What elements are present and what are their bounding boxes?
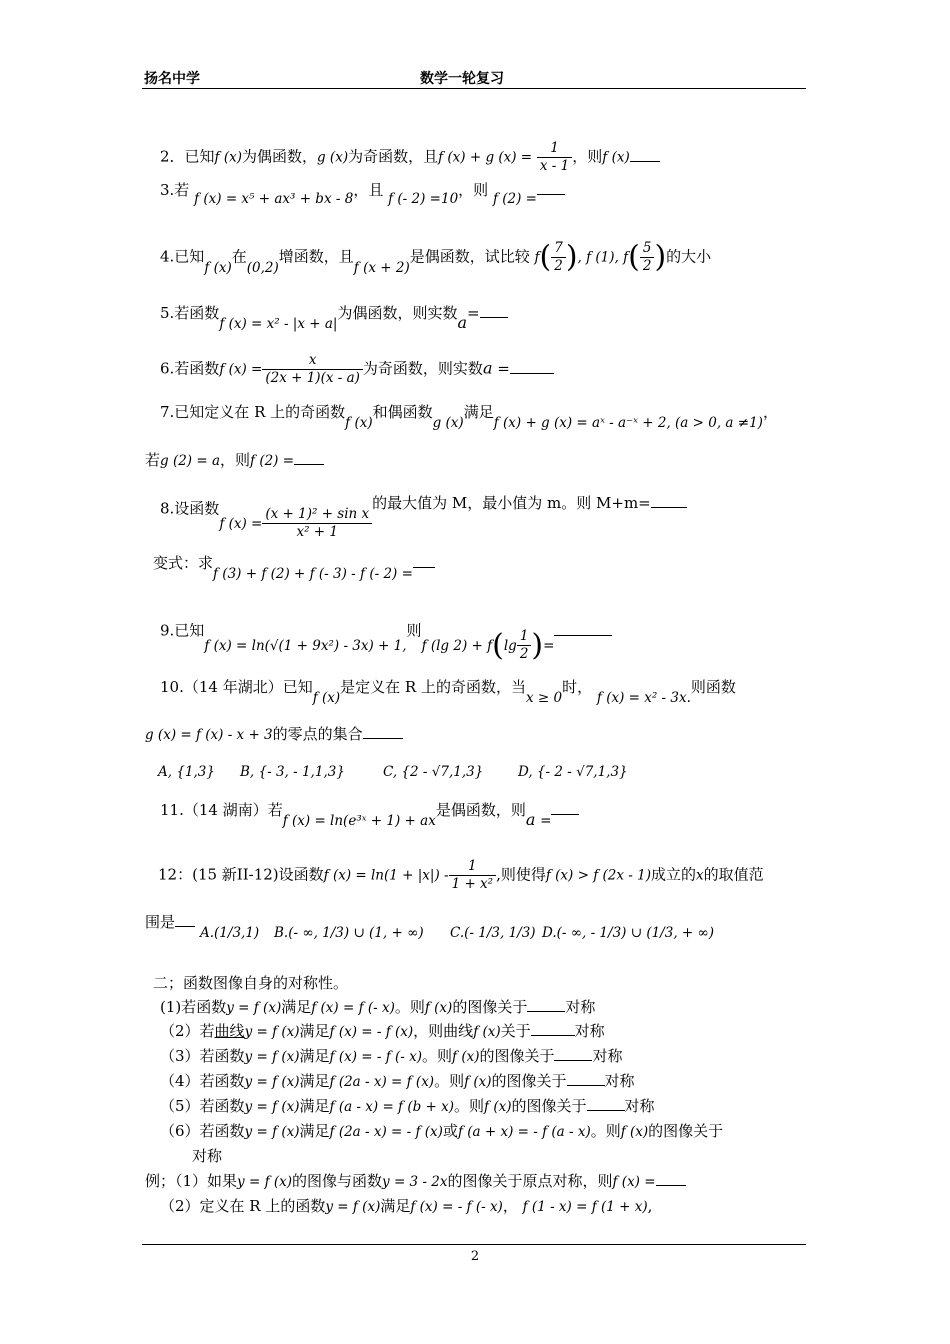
question-12-options <box>200 922 714 943</box>
question-7: 7.已知定义在 R 上的奇函数f (x)和偶函数g (x)满足f (x) + g (x) = aˣ - a⁻ˣ + 2, (a > 0, a ≠1)， <box>160 403 778 431</box>
option-d[interactable]: D, {- 2 - √7,1,3} <box>518 764 628 780</box>
question-5: 5.若函数f (x) = x² - |x + a|为偶函数，则实数a= <box>160 303 508 324</box>
question-3: 3.若 f (x) = x⁵ + ax³ + bx - 8，且 f (- 2) =10，则 f (2) = <box>160 180 565 201</box>
sym-item-1: (1)若函数y = f (x)满足f (x) = f (- x)。则f (x)的图像关于 对称 <box>160 998 596 1016</box>
sym-item-4: （4）若函数y = f (x)满足f (2a - x) = f (x)。则f (x)的图像关于 对称 <box>160 1072 635 1090</box>
sym-item-5: （5）若函数y = f (x)满足f (a - x) = f (b + x)。则f (x)的图像关于 对称 <box>160 1097 655 1115</box>
question-8-variant: 变式：求f (3) + f (2) + f (- 3) - f (- 2) = <box>153 553 435 574</box>
question-12-line2: 围是 <box>145 912 195 932</box>
answer-blank[interactable] <box>531 1021 575 1036</box>
page-header <box>142 68 806 89</box>
answer-blank[interactable] <box>651 493 687 508</box>
question-2: 2．已知f (x)为偶函数，g (x)为奇函数，且f (x) + g (x) = $\frac{1}{x - 1}$ ，则f (x) <box>160 140 660 175</box>
option-a[interactable]: A, {1,3} <box>158 764 215 780</box>
sym-item-3: （3）若函数y = f (x)满足f (x) = - f (- x)。则f (x)的图像关于 对称 <box>160 1047 623 1065</box>
sym-item-6-cont: 对称 <box>192 1147 223 1165</box>
example-2: （2）定义在 R 上的函数y = f (x)满足f (x) = - f (- x)， f (1 - x) = f (1 + x), <box>160 1197 653 1215</box>
footer-rule <box>142 1244 806 1245</box>
question-4: 4.已知f (x)在(0,2)增函数，且f (x + 2)是偶函数，试比较 f( $\frac{7}{2}$ ), f (1), f( $\frac{5}{2}$ )的大小 <box>160 239 712 276</box>
answer-blank[interactable] <box>630 147 660 162</box>
answer-blank[interactable] <box>480 303 508 318</box>
answer-blank[interactable] <box>554 621 612 636</box>
question-11: 11.（14 湖南）若f (x) = ln(e³ˣ + 1) + ax是偶函数，则a = <box>160 800 579 821</box>
question-9: 9.已知f (x) = ln(√(1 + 9x²) - 3x) + 1,则f (lg 2) + f(lg $\frac{1}{2}$ )= <box>160 614 612 649</box>
answer-blank[interactable] <box>587 1096 625 1111</box>
option-d[interactable]: D.(- ∞, - 1/3) ∪ (1/3, + ∞) <box>542 925 715 941</box>
option-c[interactable]: C.(- 1/3, 1/3) <box>450 925 536 941</box>
answer-blank[interactable] <box>567 1071 605 1086</box>
answer-blank[interactable] <box>413 553 435 568</box>
question-12: 12：(15 新II-12)设函数f (x) = ln(1 + |x|) - $\frac{1}{\text{1 + x²}}$ ,则使得f (x) > f (2x - 1)成立的x的取值范 <box>158 858 764 892</box>
option-a[interactable]: A.(1/3,1) <box>200 925 260 941</box>
answer-blank[interactable] <box>551 800 579 815</box>
section-title: 二；函数图像自身的对称性。 <box>153 974 349 992</box>
question-7-line2: 若g (2) = a，则f (2) = <box>145 450 324 471</box>
answer-blank[interactable] <box>527 997 565 1012</box>
example-1: 例；（1）如果y = f (x)的图像与函数y = 3 - 2x的图像关于原点对称，则f (x) = <box>145 1171 686 1192</box>
answer-blank[interactable] <box>510 359 554 374</box>
option-b[interactable]: B, {- 3, - 1,1,3} <box>240 764 345 780</box>
sym-item-6: （6）若函数y = f (x)满足f (2a - x) = - f (x)或f (a + x) = - f (a - x)。则f (x)的图像关于 <box>160 1122 724 1140</box>
question-10-options <box>158 761 628 782</box>
header-title: 数学一轮复习 <box>420 71 504 87</box>
question-10-line2: g (x) = f (x) - x + 3的零点的集合 <box>145 724 403 745</box>
answer-blank[interactable] <box>175 912 195 927</box>
option-b[interactable]: B.(- ∞, 1/3) ∪ (1, + ∞) <box>274 925 424 941</box>
question-10: 10.（14 年湖北）已知f (x)是定义在 R 上的奇函数，当x ≥ 0时， f (x) = x² - 3x.则函数 <box>160 678 736 706</box>
fraction: $\frac{1}{x - 1}$ <box>537 140 572 175</box>
answer-blank[interactable] <box>656 1171 686 1186</box>
question-6: 6.若函数f (x) = $\frac{x}{(2x + 1)(x - a)}$ 为奇函数，则实数a = <box>160 352 554 387</box>
answer-blank[interactable] <box>363 724 403 739</box>
answer-blank[interactable] <box>537 180 565 195</box>
answer-blank[interactable] <box>554 1046 592 1061</box>
school-name: 扬名中学 <box>144 71 200 87</box>
question-8: 8.设函数f (x) = $\frac{\text{(x + 1)² + sin x}}{\text{x² + 1}}$ 的最大值为 M，最小值为 m。则 M+m= <box>160 492 687 527</box>
sym-item-2: （2）若曲线y = f (x)满足f (x) = - f (x)，则曲线f (x)关于 对称 <box>160 1022 605 1040</box>
page-number: 2 <box>470 1249 480 1264</box>
answer-blank[interactable] <box>294 450 324 465</box>
option-c[interactable]: C, {2 - √7,1,3} <box>383 764 484 780</box>
